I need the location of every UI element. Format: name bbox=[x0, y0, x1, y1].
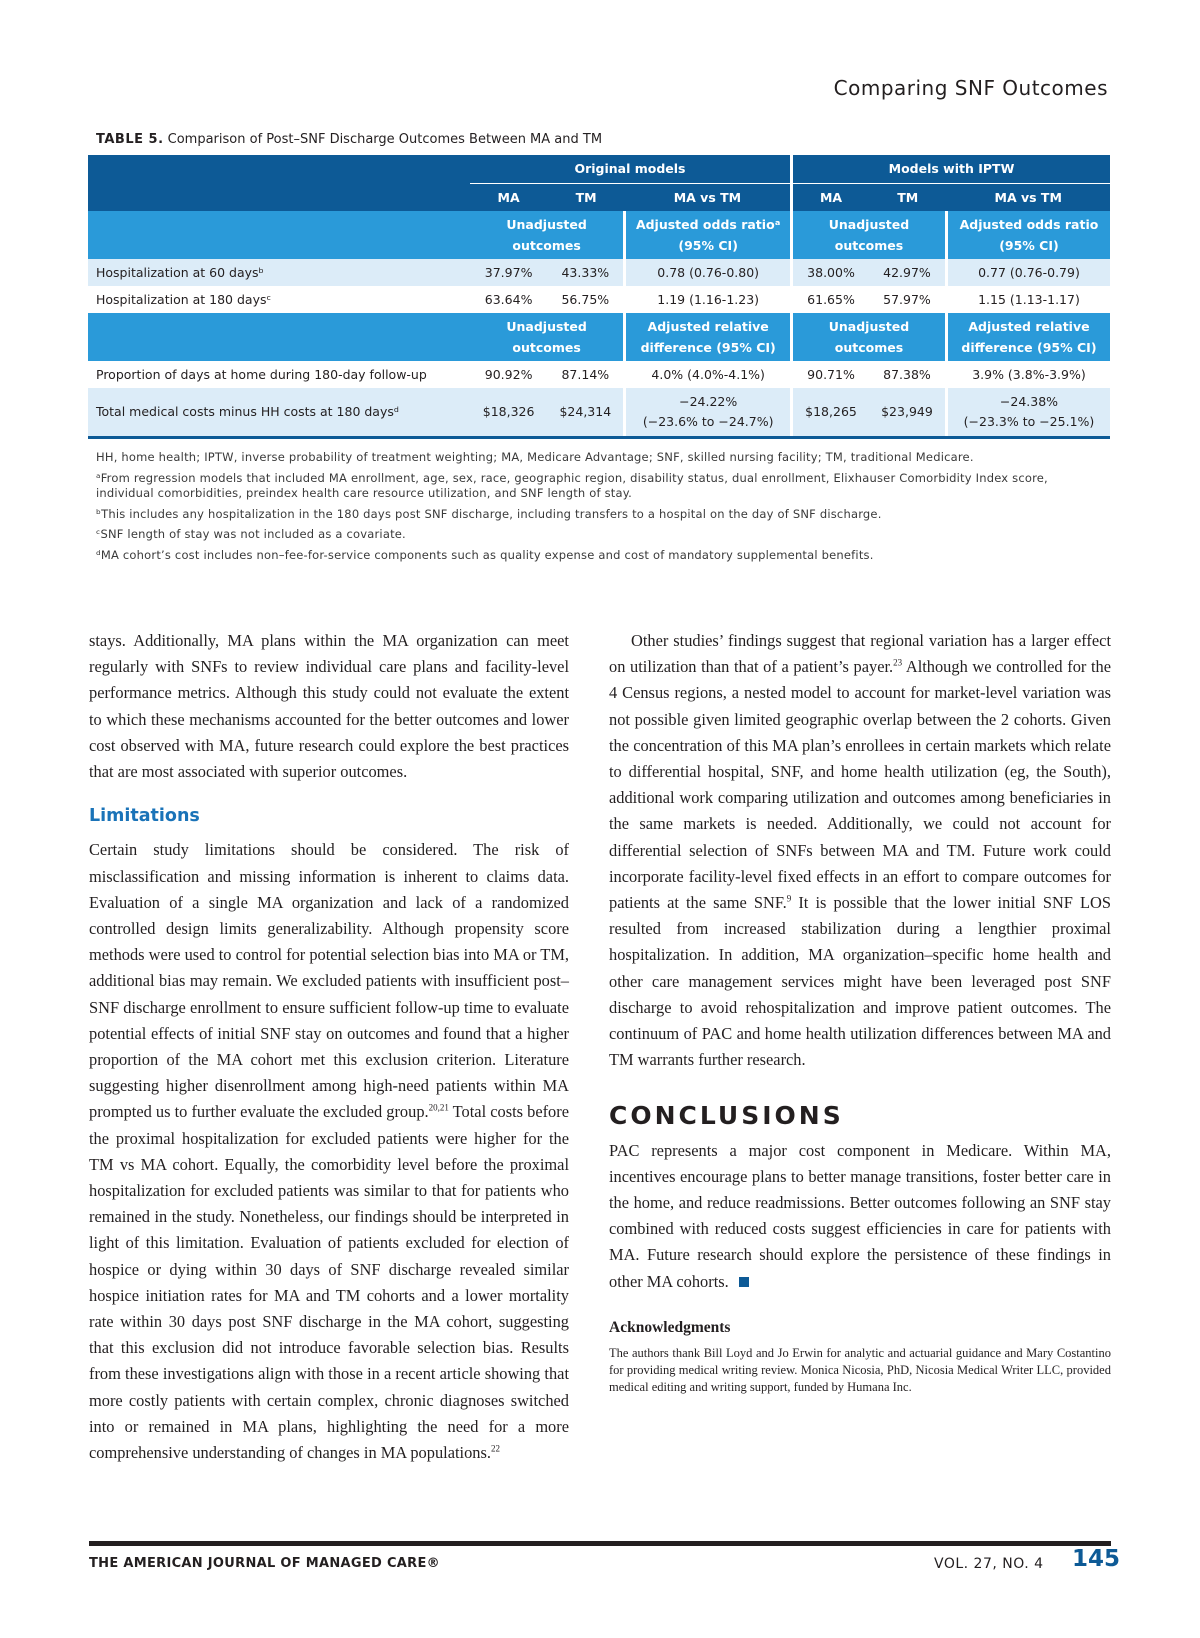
row-label: Total medical costs minus HH costs at 180 daysᵈ bbox=[88, 388, 470, 436]
footnote: ᵃFrom regression models that included MA enrollment, age, sex, race, geographic region, disability status, dual enrollment, Elixhauser Comorbidity Index score, individual comorbidities, preindex health care resource utilization, and SNF length of stay. bbox=[96, 470, 1048, 500]
paragraph bbox=[89, 837, 569, 1466]
table-subheader-or bbox=[88, 211, 1110, 259]
col-ma-iptw: MA bbox=[792, 183, 869, 211]
footnote: ᶜSNF length of stay was not included as a covariate. bbox=[96, 527, 406, 541]
row-label: Hospitalization at 60 daysᵇ bbox=[88, 259, 470, 286]
cell: 57.97% bbox=[883, 292, 931, 307]
citation: 22 bbox=[490, 1443, 500, 1454]
conclusions-heading: CONCLUSIONS bbox=[609, 1101, 844, 1131]
col-tm: TM bbox=[547, 183, 624, 211]
cell: $18,265 bbox=[792, 388, 869, 436]
citation: 20,21 bbox=[428, 1102, 449, 1113]
table-subheader-rd bbox=[88, 313, 1110, 361]
volume-info: VOL. 27, NO. 4 bbox=[934, 1556, 1044, 1572]
paragraph-text: Although we controlled for the 4 Census regions, a nested model to account for market-level variation was not possible given limited geographic overlap between the 2 cohorts. Given the concentration of this MA plan’s enrollees in certain markets which relate to differential hospital, SNF, and home health utilization (eg, the South), additional work comparing utilization and outcomes among beneficiaries in the same markets is needed. Additionally, we could not account for differential selection of SNFs between MA and TM. Future work could incorporate facility-level fixed effects in an effort to compare outcomes for patients at the same SNF. bbox=[609, 657, 1111, 913]
col-ma: MA bbox=[470, 183, 547, 211]
footer-rule bbox=[89, 1541, 1111, 1546]
col-ma-vs-tm: MA vs TM bbox=[625, 183, 792, 211]
table-bottom-rule bbox=[88, 436, 1110, 439]
cell: 1.15 (1.13-1.17) bbox=[946, 286, 1110, 313]
cell: 3.9% (3.8%-3.9%) bbox=[946, 361, 1110, 388]
cell-line: −24.22% bbox=[679, 394, 738, 409]
cell: 1.19 (1.16-1.23) bbox=[625, 286, 792, 313]
paragraph-text: Other studies’ findings suggest that regional variation has a larger effect on utilization than that of a patient’s payer. bbox=[609, 631, 1111, 677]
paragraph-text: Total costs before the proximal hospitalization for excluded patients were higher for the TM vs MA cohort. Equally, the comorbidity level before the proximal hospitalization for excluded patients was similar to that for patients who remained in the study. Nonetheless, our findings should be interpreted in light of this limitation. Evaluation of patients excluded for election of hospice or dying within 30 days of SNF discharge revealed similar hospice initiation rates for MA and TM cohorts and a lower mortality rate within 30 days post SNF discharge in the MA cohort, suggesting that this exclusion did not introduce favorable selection bias. Results from these investigations align with those in a recent article showing that more costly patients with certain complex, chronic diagnoses switched into or remained in MA plans, highlighting the need for a more comprehensive understanding of changes in MA populations. bbox=[89, 1102, 569, 1463]
table-group-header bbox=[88, 155, 1110, 183]
table-label: TABLE 5. bbox=[96, 132, 164, 147]
citation: 23 bbox=[893, 657, 903, 668]
limitations-heading: Limitations bbox=[89, 806, 200, 827]
paragraph bbox=[609, 628, 1111, 1073]
table-title: Comparison of Post–SNF Discharge Outcomes Between MA and TM bbox=[163, 132, 603, 147]
cell: 43.33% bbox=[547, 259, 624, 286]
cell: 87.14% bbox=[561, 367, 610, 382]
footnote: ᵈMA cohort’s cost includes non–fee-for-service components such as quality expense and cost of mandatory supplemental benefits. bbox=[96, 547, 874, 562]
table-row bbox=[88, 259, 1110, 286]
row-label: Proportion of days at home during 180-day follow-up bbox=[96, 367, 427, 382]
journal-name: THE AMERICAN JOURNAL OF MANAGED CARE® bbox=[89, 1556, 440, 1571]
table-row bbox=[88, 388, 1110, 436]
sub-unadjusted-iptw: Unadjusted outcomes bbox=[792, 211, 947, 259]
table-caption bbox=[96, 132, 602, 147]
cell: $18,326 bbox=[470, 388, 547, 436]
cell-line: (−23.6% to −24.7%) bbox=[642, 414, 774, 429]
table-row bbox=[88, 361, 1110, 388]
group-original-models: Original models bbox=[470, 155, 792, 183]
sub-unadjusted: Unadjusted outcomes bbox=[470, 313, 625, 361]
cell: 63.64% bbox=[484, 292, 533, 307]
cell: 37.97% bbox=[470, 259, 547, 286]
citation: 9 bbox=[786, 893, 792, 904]
cell bbox=[946, 388, 1110, 436]
paragraph: stays. Additionally, MA plans within the MA organization can meet regularly with SNFs to review individual care plans and facility-level performance metrics. Although this study could not evaluate the extent to which these mechanisms accounted for the better outcomes and lower cost observed with MA, future research could explore the best practices that are most associated with superior outcomes. bbox=[89, 631, 569, 782]
end-mark-icon bbox=[739, 1277, 749, 1287]
paragraph-text: It is possible that the lower initial SNF LOS resulted from increased stabilization during a lengthier proximal hospitalization. In addition, MA organization–specific home health and other care management services might have been leveraged post SNF discharge to avoid rehospitalization and improve patient outcomes. The continuum of PAC and home health utilization differences between MA and TM warrants further research. bbox=[609, 893, 1111, 1070]
sub-unadjusted-iptw: Unadjusted outcomes bbox=[792, 313, 947, 361]
acknowledgments-text: The authors thank Bill Loyd and Jo Erwin for analytic and actuarial guidance and Mary Costantino for providing medical writing review. Monica Nicosia, PhD, Nicosia Medical Writer LLC, provided medical editing and writing support, funded by Humana Inc. bbox=[609, 1346, 1111, 1395]
cell: 4.0% (4.0%-4.1%) bbox=[625, 361, 792, 388]
sub-unadjusted: Unadjusted outcomes bbox=[470, 211, 625, 259]
sub-aor: Adjusted odds ratioᵃ (95% CI) bbox=[625, 211, 792, 259]
cell: 61.65% bbox=[792, 286, 869, 313]
group-iptw-models: Models with IPTW bbox=[792, 155, 1110, 183]
cell: 90.71% bbox=[792, 361, 869, 388]
acknowledgments-heading: Acknowledgments bbox=[609, 1318, 731, 1336]
table-column-header bbox=[88, 183, 1110, 211]
cell: 0.77 (0.76-0.79) bbox=[946, 259, 1110, 286]
right-column bbox=[609, 628, 1111, 1396]
cell-line: (−23.3% to −25.1%) bbox=[963, 414, 1095, 429]
page-number: 145 bbox=[1072, 1546, 1121, 1572]
sub-ard: Adjusted relative difference (95% CI) bbox=[625, 313, 792, 361]
cell: 0.78 (0.76-0.80) bbox=[625, 259, 792, 286]
cell-line: −24.38% bbox=[999, 394, 1059, 409]
col-ma-vs-tm-iptw: MA vs TM bbox=[946, 183, 1110, 211]
cell: 56.75% bbox=[561, 292, 610, 307]
table-footnotes bbox=[96, 450, 1096, 568]
footnote: ᵇThis includes any hospitalization in the 180 days post SNF discharge, including transfers to a hospital on the day of SNF discharge. bbox=[96, 506, 882, 521]
left-column bbox=[89, 628, 569, 1466]
table-row bbox=[88, 286, 1110, 313]
cell: 87.38% bbox=[883, 367, 931, 382]
sub-ard-iptw: Adjusted relative difference (95% CI) bbox=[946, 313, 1110, 361]
paragraph bbox=[609, 1138, 1111, 1295]
cell: 90.92% bbox=[484, 367, 533, 382]
cell: $24,314 bbox=[547, 388, 624, 436]
footnote: HH, home health; IPTW, inverse probability of treatment weighting; MA, Medicare Advantage; SNF, skilled nursing facility; TM, traditional Medicare. bbox=[96, 450, 974, 464]
cell: 42.97% bbox=[869, 259, 946, 286]
cell: 38.00% bbox=[792, 259, 869, 286]
paragraph-text: Certain study limitations should be considered. The risk of misclassification and missing information is inherent to claims data. Evaluation of a single MA organization and lack of a randomized controlled design limits generalizability. Although propensity score methods were used to control for potential selection bias into MA or TM, additional bias may remain. We excluded patients with insufficient post–SNF discharge enrollment to ensure sufficient follow-up time to evaluate potential effects of initial SNF stay on outcomes and found that a higher proportion of the MA cohort met this exclusion criterion. Literature suggesting higher disenrollment among high-need patients within MA prompted us to further evaluate the excluded group. bbox=[89, 840, 569, 1122]
row-label: Hospitalization at 180 daysᶜ bbox=[96, 292, 272, 307]
cell: $23,949 bbox=[869, 388, 946, 436]
outcomes-table bbox=[88, 155, 1110, 439]
cell bbox=[625, 388, 792, 436]
col-tm-iptw: TM bbox=[869, 183, 946, 211]
paragraph-text: PAC represents a major cost component in Medicare. Within MA, incentives encourage plans to better manage transitions, foster better care in the home, and reduce readmissions. Better outcomes following an SNF stay combined with reduced costs suggest efficiencies in care for patients with MA. Future research should explore the persistence of these findings in other MA cohorts. bbox=[609, 1140, 1111, 1291]
running-head: Comparing SNF Outcomes bbox=[833, 76, 1108, 100]
sub-aor-iptw: Adjusted odds ratio (95% CI) bbox=[946, 211, 1110, 259]
